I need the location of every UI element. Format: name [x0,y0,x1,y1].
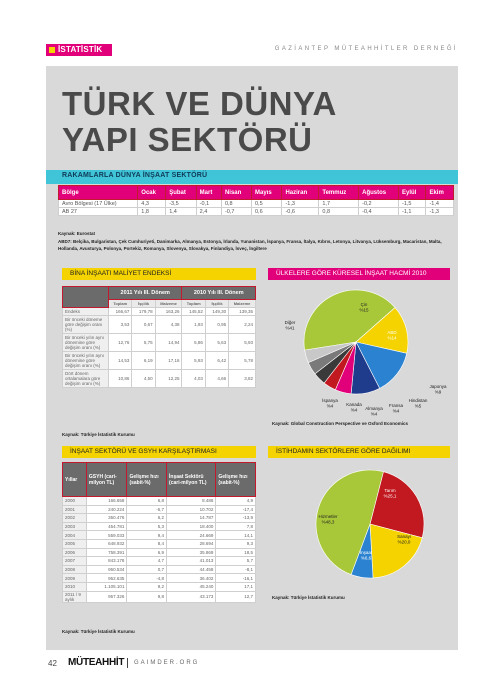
table-cell: 6,9 [127,548,167,557]
table-row [63,334,256,352]
table-cell: -1,3 [282,200,319,208]
slice-value: %20,0 [397,539,411,545]
employment-pie-source: Kaynak: Türkiye İstatistik Kurumu [272,595,345,600]
table-cell: 17,1 [216,582,256,591]
table-cell: 163,26 [155,308,182,316]
slice-label: Hizmetler [318,514,338,519]
cost-index-header: BİNA İNŞAATI MALİYET ENDEKSİ [62,268,256,280]
table-row [63,370,256,388]
table-cell: 43.173 [167,591,216,602]
table-cell: 14.787 [167,514,216,523]
section-tag: İSTATİSTİK [46,44,112,56]
column-header: Yıllar [63,463,87,497]
table-cell: 2004 [63,531,87,540]
page-title: TÜRK VE DÜNYA YAPI SEKTÖRÜ [62,85,337,158]
table-cell: 2001 [63,505,87,514]
table-cell: -8,1 [216,565,256,574]
column-header: Mayıs [252,186,282,200]
table-cell: 4,9 [216,497,256,506]
table-cell: 5,7 [216,557,256,566]
column-header: İnşaat Sektörü (cari-milyon TL) [167,463,216,497]
corner-cell [63,287,109,308]
table-cell: 1,4 [166,208,196,216]
table-cell: 1,8 [138,208,166,216]
table-cell: 6,2 [127,514,167,523]
gdp-table-source: Kaynak: Türkiye İstatistik Kurumu [62,629,135,634]
table-cell: 139,35 [229,308,256,316]
table-cell: 10.702 [167,505,216,514]
table-cell: 0,5 [252,200,282,208]
slice-label: ABD [387,330,397,335]
table-cell: 2,24 [229,316,256,334]
column-header: Şubat [166,186,196,200]
slice-value: %15 [359,307,369,313]
table-cell: 5,86 [182,334,205,352]
table-row [63,591,256,602]
global-pie-source: Kaynak: Global Construction Perspective ve Oxford Economics [272,421,409,426]
table-cell: 5,3 [127,522,167,531]
table-cell: 758.391 [86,548,127,557]
slice-value: %4 [392,408,400,414]
table-cell: 1,7 [319,200,359,208]
table-cell: 41.013 [167,557,216,566]
column-header: Bölge [59,186,138,200]
sub-header: Malzeme [229,300,256,308]
table-cell: 1.105.101 [86,582,127,591]
table-cell: 4,3 [138,200,166,208]
table-cell: 2002 [63,514,87,523]
table-cell: -0,4 [359,208,399,216]
table-cell: 2006 [63,548,87,557]
table-cell: 240.224 [86,505,127,514]
slice-value: %25,1 [383,493,397,499]
table-cell: 957.326 [86,591,127,602]
table-cell: 149,30 [205,308,228,316]
table-cell: 2010 [63,582,87,591]
column-header: Ekim [426,186,454,200]
table-cell: 179,78 [132,308,155,316]
table-cell: 2009 [63,574,87,583]
table-cell: Avro Bölgesi (17 Ülke) [59,200,138,208]
table-cell: 9,2 [127,582,167,591]
top-bar [46,44,458,58]
row-label: Bir önceki yılın aynı dönemine göre değişim oranı (%) [63,352,109,370]
table-cell: 5,78 [229,352,256,370]
table-cell: 4,66 [205,370,228,388]
sub-header: Toplam [109,300,132,308]
table-cell: 454.781 [86,522,127,531]
slice-label: Hindistan [408,398,428,403]
table-cell: 17,16 [155,352,182,370]
table-cell: 166.658 [86,497,127,506]
slice-label: İspanya [322,398,338,403]
table-cell: -0,7 [221,208,251,216]
slice-value: %6,6 [360,555,372,561]
global-pie-header: ÜLKELERE GÖRE KÜRESEL İNŞAAT HACMİ 2010 [268,268,450,280]
table-cell: AB 27 [59,208,138,216]
table-cell: -3,5 [166,200,196,208]
table-cell: 950.534 [86,565,127,574]
table-cell: 1,93 [182,316,205,334]
gdp-table [62,462,256,603]
table-cell: 2011 / 9 aylık [63,591,87,602]
slice-label: Almanya [365,406,383,411]
slice-value: %41 [285,325,295,331]
table-row [63,514,256,523]
table-row [63,352,256,370]
table-cell: 44.458 [167,565,216,574]
cost-index-source: Kaynak: Türkiye İstatistik Kurumu [62,432,135,437]
table-row [59,200,454,208]
table-cell: 0,7 [127,565,167,574]
table-row [63,316,256,334]
table-cell: 843.178 [86,557,127,566]
footer [46,657,458,673]
table-cell: -13,9 [216,514,256,523]
table-cell: 28.694 [167,539,216,548]
sub-header: İşçilik [205,300,228,308]
table-cell: 35.869 [167,548,216,557]
table-cell: 8.486 [167,497,216,506]
table-cell: 2008 [63,565,87,574]
table-cell: 6,8 [127,497,167,506]
slice-value: %4 [370,411,378,417]
table-cell: 12,7 [216,591,256,602]
sub-header: İşçilik [132,300,155,308]
table-cell: 2003 [63,522,87,531]
table-cell: 6,42 [205,352,228,370]
column-header: Gelişme hızı (sabit-%) [216,463,256,497]
table-cell: 45.240 [167,582,216,591]
page-number: 42 [48,659,57,668]
slice-value: %14 [387,335,397,341]
table-cell: 0,8 [221,200,251,208]
table-row [63,308,256,316]
table-cell: 5,63 [205,334,228,352]
table-cell: 2007 [63,557,87,566]
table-cell: 559.033 [86,531,127,540]
table-cell: 0,95 [205,316,228,334]
tag-square-icon [49,47,55,53]
table-cell: 14,1 [216,531,256,540]
table-cell: 2000 [63,497,87,506]
gdp-table-header: İNŞAAT SEKTÖRÜ VE GSYH KARŞILAŞTIRMASI [62,446,256,458]
table-cell: 4,50 [132,370,155,388]
table-cell: -16,1 [216,574,256,583]
world-construction-table [58,185,454,216]
table-cell: 9,3 [216,539,256,548]
table-header-row [63,463,256,497]
row-label: Bir önceki yılın aynı dönemine göre değişim oranı (%) [63,334,109,352]
table-row [63,548,256,557]
table-cell: 36.402 [167,574,216,583]
world-table-note: ABD7: Belçika, Bulgaristan, Çek Cumhuriyeti, Danimarka, Almanya, Estonya, İrlanda, Yunanistan, İspanya, Fransa, İtalya, Kıbrıs, Letonya, Litvanya, Lüksemburg, Macaristan, Malta, Hollanda, Avusturya, Polonya, Portekiz, Romanya, Slovenya, Slovakya, Finlandiya, İsveç, İngiltere [58,239,442,251]
table-cell: 14,94 [155,334,182,352]
table-cell: 9,8 [127,591,167,602]
column-header: Temmuz [319,186,359,200]
table-cell: 350.476 [86,514,127,523]
table-cell: 24.669 [167,531,216,540]
slice-label: İnşaat [359,550,373,555]
table-cell: -1,3 [426,208,454,216]
table-cell: 5,93 [229,334,256,352]
slice-value: %4 [350,407,358,413]
table-cell: 952.635 [86,574,127,583]
slice-label: Japonya [429,384,447,389]
slice-label: Sanayi [397,534,411,539]
table-cell: -0,2 [359,200,399,208]
table-cell: 8,4 [127,539,167,548]
table-cell: -4,8 [127,574,167,583]
table-row [63,557,256,566]
table-row [63,582,256,591]
slice-value: %48,3 [321,519,335,525]
slice-value: %4 [326,403,334,409]
sub-header: Toplam [182,300,205,308]
row-label: Dört dönem ortalamalara göre değişim oranı (%) [63,370,109,388]
column-header: Haziran [282,186,319,200]
table-cell: 2,4 [196,208,221,216]
table-cell: 2005 [63,539,87,548]
global-construction-pie [268,282,450,420]
slice-value: %5 [414,403,422,409]
world-table-title: RAKAMLARLA DÜNYA İNŞAAT SEKTÖRÜ [62,172,208,179]
employment-pie [268,462,450,594]
row-label: Bir önceki döneme göre değişim oranı (%) [63,316,109,334]
slice-value: %9 [434,389,442,395]
table-cell: -17,4 [216,505,256,514]
table-cell: 0,67 [132,316,155,334]
website-link[interactable]: GAIMDER.ORG [134,660,200,666]
table-row [63,531,256,540]
table-cell: -1,5 [399,200,426,208]
table-cell: 3,53 [109,316,132,334]
table-row [63,574,256,583]
column-header: Eylül [399,186,426,200]
table-cell: 18,5 [216,548,256,557]
table-row [63,497,256,506]
table-cell: 9,4 [127,531,167,540]
table-cell: 0,6 [252,208,282,216]
group-header: 2010 Yılı III. Dönem [182,287,256,300]
table-cell: 4,03 [182,370,205,388]
table-cell: 5,75 [132,334,155,352]
employment-pie-header: İSTİHDAMIN SEKTÖRLERE GÖRE DAĞILIMI [268,446,450,458]
table-cell: 18.400 [167,522,216,531]
row-label: Endeks [63,308,109,316]
slice-label: Tarım [384,488,396,493]
table-row [63,522,256,531]
group-header: 2011 Yılı III. Dönem [109,287,182,300]
table-cell: -1,1 [399,208,426,216]
table-cell: -5,7 [127,505,167,514]
table-cell: 4,7 [127,557,167,566]
column-header: GSYH (cari-milyon TL) [86,463,127,497]
table-cell: 3,82 [229,370,256,388]
table-cell: -0,1 [196,200,221,208]
table-cell: 0,8 [319,208,359,216]
table-cell: 166,67 [109,308,132,316]
table-cell: 4,38 [155,316,182,334]
magazine-brand: MÜTEAHHİT [68,657,125,668]
column-header: Mart [196,186,221,200]
table-row [59,208,454,216]
table-cell: -0,6 [282,208,319,216]
table-cell: 145,52 [182,308,205,316]
table-cell: 14,53 [109,352,132,370]
table-row [63,505,256,514]
table-header-row [59,186,454,200]
slice-label: Çin [360,302,368,307]
sub-header: Malzeme [155,300,182,308]
group-header-row [63,287,256,300]
table-cell: -1,4 [426,200,454,208]
world-table-source: Kaynak: Eurostat [58,231,96,236]
column-header: Nisan [221,186,251,200]
table-cell: 12,76 [109,334,132,352]
column-header: Ocak [138,186,166,200]
association-name: GAZİANTEP MÜTEAHHİTLER DERNEĞİ [274,46,458,52]
table-row [63,565,256,574]
slice-label: Kanada [346,402,362,407]
table-cell: 12,25 [155,370,182,388]
footer-divider [127,658,128,668]
table-cell: 7,8 [216,522,256,531]
cost-index-table [62,286,256,388]
table-cell: 5,93 [182,352,205,370]
column-header: Gelişme hızı (sabit-%) [127,463,167,497]
table-cell: 6,19 [132,352,155,370]
table-cell: 10,86 [109,370,132,388]
table-cell: 648.932 [86,539,127,548]
table-row [63,539,256,548]
slice-label: Diğer [284,320,296,325]
slice-label: Fransa [388,403,404,408]
column-header: Ağustos [359,186,399,200]
